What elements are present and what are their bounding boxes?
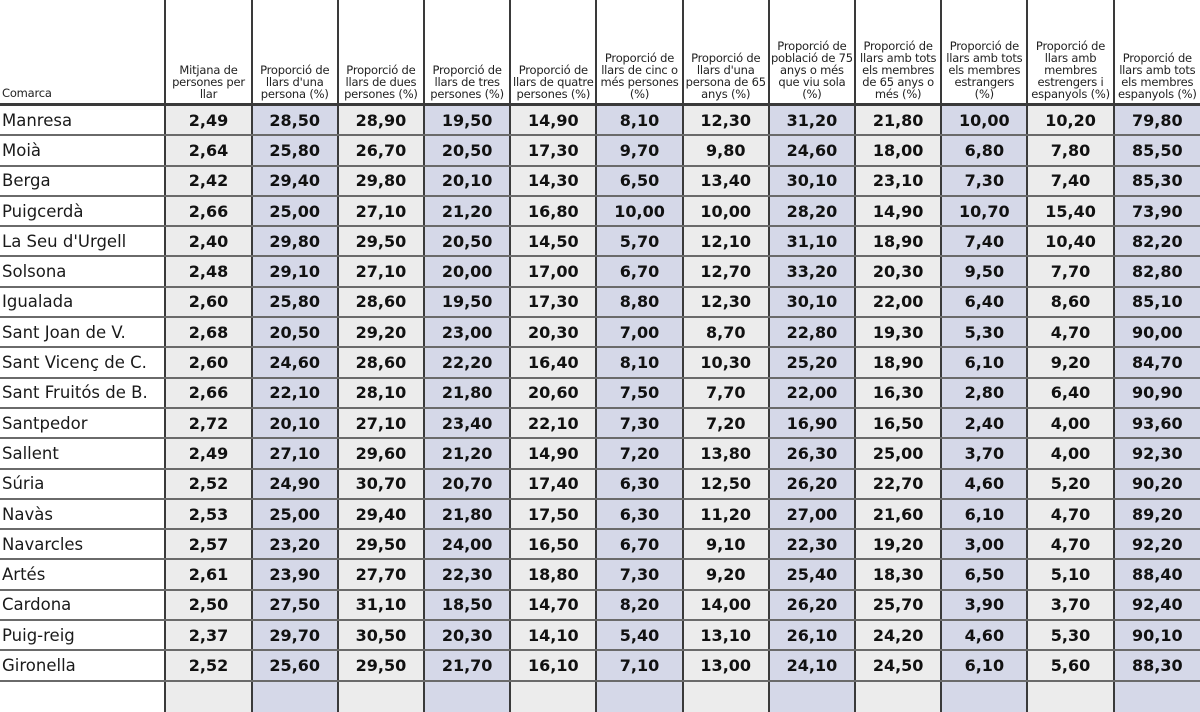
value-cell: 5,40: [596, 620, 682, 650]
value-cell: 26,20: [769, 590, 855, 620]
value-cell: 20,50: [424, 226, 510, 256]
value-cell: 6,50: [941, 559, 1027, 589]
value-cell: 31,20: [769, 105, 855, 136]
value-cell: 6,70: [596, 529, 682, 559]
value-cell: 5,10: [1027, 559, 1113, 589]
empty-cell: [338, 681, 424, 712]
value-cell: 21,70: [424, 650, 510, 680]
value-cell: 27,10: [338, 408, 424, 438]
value-cell: 17,50: [510, 499, 596, 529]
value-cell: 3,90: [941, 590, 1027, 620]
value-cell: 20,10: [252, 408, 338, 438]
value-cell: 4,00: [1027, 438, 1113, 468]
comarca-name-cell: Berga: [0, 166, 165, 196]
value-cell: 31,10: [338, 590, 424, 620]
value-cell: 30,10: [769, 287, 855, 317]
column-header-10: Proporció de llars amb tots els membres estrangers (%): [941, 0, 1027, 105]
empty-cell: [596, 681, 682, 712]
value-cell: 73,90: [1114, 196, 1200, 226]
value-cell: 9,20: [683, 559, 769, 589]
value-cell: 3,70: [1027, 590, 1113, 620]
value-cell: 22,10: [252, 378, 338, 408]
value-cell: 25,00: [252, 196, 338, 226]
value-cell: 2,52: [165, 469, 251, 499]
value-cell: 8,80: [596, 287, 682, 317]
empty-cell: [510, 681, 596, 712]
value-cell: 28,60: [338, 287, 424, 317]
value-cell: 8,20: [596, 590, 682, 620]
value-cell: 23,20: [252, 529, 338, 559]
column-header-1: Mitjana de persones per llar: [165, 0, 251, 105]
value-cell: 7,80: [1027, 135, 1113, 165]
value-cell: 9,10: [683, 529, 769, 559]
table-row: [0, 559, 1200, 589]
table-row: [0, 438, 1200, 468]
value-cell: 28,20: [769, 196, 855, 226]
value-cell: 16,40: [510, 347, 596, 377]
value-cell: 29,40: [252, 166, 338, 196]
value-cell: 2,49: [165, 105, 251, 136]
value-cell: 9,50: [941, 256, 1027, 286]
value-cell: 21,80: [424, 499, 510, 529]
value-cell: 23,10: [855, 166, 941, 196]
value-cell: 4,70: [1027, 529, 1113, 559]
value-cell: 25,80: [252, 287, 338, 317]
comarca-name-cell: Manresa: [0, 105, 165, 136]
value-cell: 22,30: [424, 559, 510, 589]
value-cell: 2,66: [165, 196, 251, 226]
value-cell: 21,20: [424, 196, 510, 226]
value-cell: 27,50: [252, 590, 338, 620]
value-cell: 20,30: [424, 620, 510, 650]
value-cell: 10,20: [1027, 105, 1113, 136]
value-cell: 10,70: [941, 196, 1027, 226]
value-cell: 7,40: [1027, 166, 1113, 196]
value-cell: 13,40: [683, 166, 769, 196]
value-cell: 24,60: [769, 135, 855, 165]
value-cell: 17,30: [510, 287, 596, 317]
value-cell: 19,50: [424, 105, 510, 136]
value-cell: 12,70: [683, 256, 769, 286]
comarca-name-cell: Sant Vicenç de C.: [0, 347, 165, 377]
value-cell: 22,70: [855, 469, 941, 499]
value-cell: 2,61: [165, 559, 251, 589]
value-cell: 2,60: [165, 347, 251, 377]
value-cell: 17,00: [510, 256, 596, 286]
value-cell: 6,10: [941, 347, 1027, 377]
value-cell: 7,70: [683, 378, 769, 408]
value-cell: 13,00: [683, 650, 769, 680]
value-cell: 7,30: [941, 166, 1027, 196]
value-cell: 2,66: [165, 378, 251, 408]
value-cell: 21,60: [855, 499, 941, 529]
value-cell: 12,10: [683, 226, 769, 256]
value-cell: 6,70: [596, 256, 682, 286]
value-cell: 22,20: [424, 347, 510, 377]
value-cell: 25,60: [252, 650, 338, 680]
value-cell: 13,80: [683, 438, 769, 468]
column-header-12: Proporció de llars amb tots els membres espanyols (%): [1114, 0, 1200, 105]
value-cell: 24,50: [855, 650, 941, 680]
value-cell: 8,60: [1027, 287, 1113, 317]
value-cell: 22,10: [510, 408, 596, 438]
value-cell: 14,50: [510, 226, 596, 256]
value-cell: 16,30: [855, 378, 941, 408]
comarca-name-cell: Santpedor: [0, 408, 165, 438]
value-cell: 2,53: [165, 499, 251, 529]
comarca-name-cell: Navàs: [0, 499, 165, 529]
value-cell: 2,49: [165, 438, 251, 468]
comarca-name-cell: Gironella: [0, 650, 165, 680]
empty-cell: [1027, 681, 1113, 712]
value-cell: 16,90: [769, 408, 855, 438]
table-row: [0, 650, 1200, 680]
value-cell: 84,70: [1114, 347, 1200, 377]
table-row: [0, 590, 1200, 620]
value-cell: 5,20: [1027, 469, 1113, 499]
column-header-9: Proporció de llars amb tots els membres de 65 anys o més (%): [855, 0, 941, 105]
value-cell: 29,20: [338, 317, 424, 347]
value-cell: 17,30: [510, 135, 596, 165]
value-cell: 79,80: [1114, 105, 1200, 136]
value-cell: 2,80: [941, 378, 1027, 408]
value-cell: 18,50: [424, 590, 510, 620]
value-cell: 10,00: [596, 196, 682, 226]
value-cell: 2,42: [165, 166, 251, 196]
empty-cell: [769, 681, 855, 712]
value-cell: 6,50: [596, 166, 682, 196]
value-cell: 12,30: [683, 105, 769, 136]
value-cell: 92,40: [1114, 590, 1200, 620]
value-cell: 88,30: [1114, 650, 1200, 680]
table-row: [0, 408, 1200, 438]
value-cell: 22,00: [855, 287, 941, 317]
column-header-5: Proporció de llars de quatre persones (%): [510, 0, 596, 105]
value-cell: 16,50: [510, 529, 596, 559]
value-cell: 18,90: [855, 226, 941, 256]
table-row: [0, 378, 1200, 408]
value-cell: 5,70: [596, 226, 682, 256]
table-row: [0, 166, 1200, 196]
value-cell: 20,30: [855, 256, 941, 286]
table-row: [0, 347, 1200, 377]
value-cell: 24,20: [855, 620, 941, 650]
value-cell: 9,20: [1027, 347, 1113, 377]
value-cell: 29,50: [338, 529, 424, 559]
value-cell: 21,80: [424, 378, 510, 408]
value-cell: 6,30: [596, 469, 682, 499]
value-cell: 27,10: [252, 438, 338, 468]
comarca-name-cell: Sallent: [0, 438, 165, 468]
value-cell: 16,10: [510, 650, 596, 680]
value-cell: 2,68: [165, 317, 251, 347]
value-cell: 14,30: [510, 166, 596, 196]
value-cell: 6,40: [941, 287, 1027, 317]
value-cell: 2,60: [165, 287, 251, 317]
column-header-3: Proporció de llars de dues persones (%): [338, 0, 424, 105]
value-cell: 6,30: [596, 499, 682, 529]
value-cell: 29,50: [338, 650, 424, 680]
value-cell: 85,30: [1114, 166, 1200, 196]
value-cell: 24,10: [769, 650, 855, 680]
value-cell: 15,40: [1027, 196, 1113, 226]
column-header-4: Proporció de llars de tres persones (%): [424, 0, 510, 105]
value-cell: 4,00: [1027, 408, 1113, 438]
value-cell: 23,40: [424, 408, 510, 438]
value-cell: 25,20: [769, 347, 855, 377]
header-row: [0, 0, 1200, 105]
value-cell: 7,20: [596, 438, 682, 468]
value-cell: 85,50: [1114, 135, 1200, 165]
value-cell: 20,50: [424, 135, 510, 165]
value-cell: 28,50: [252, 105, 338, 136]
value-cell: 22,80: [769, 317, 855, 347]
comarca-name-cell: Súria: [0, 469, 165, 499]
value-cell: 16,50: [855, 408, 941, 438]
value-cell: 12,30: [683, 287, 769, 317]
table-row: [0, 469, 1200, 499]
value-cell: 21,20: [424, 438, 510, 468]
value-cell: 26,30: [769, 438, 855, 468]
value-cell: 26,10: [769, 620, 855, 650]
value-cell: 82,20: [1114, 226, 1200, 256]
value-cell: 25,00: [252, 499, 338, 529]
value-cell: 14,70: [510, 590, 596, 620]
table-row: [0, 620, 1200, 650]
empty-cell: [424, 681, 510, 712]
column-header-11: Proporció de llars amb membres estrengers i espanyols (%): [1027, 0, 1113, 105]
value-cell: 31,10: [769, 226, 855, 256]
empty-cell: [855, 681, 941, 712]
value-cell: 14,00: [683, 590, 769, 620]
value-cell: 18,30: [855, 559, 941, 589]
value-cell: 29,40: [338, 499, 424, 529]
value-cell: 7,00: [596, 317, 682, 347]
value-cell: 6,10: [941, 499, 1027, 529]
value-cell: 24,60: [252, 347, 338, 377]
value-cell: 27,70: [338, 559, 424, 589]
table-row: [0, 529, 1200, 559]
column-header-comarca: Comarca: [0, 0, 165, 105]
value-cell: 14,10: [510, 620, 596, 650]
comarca-name-cell: La Seu d'Urgell: [0, 226, 165, 256]
value-cell: 3,00: [941, 529, 1027, 559]
table-row: [0, 256, 1200, 286]
comarca-name-cell: Igualada: [0, 287, 165, 317]
value-cell: 5,30: [1027, 620, 1113, 650]
value-cell: 29,70: [252, 620, 338, 650]
value-cell: 27,10: [338, 196, 424, 226]
comarca-name-cell: Moià: [0, 135, 165, 165]
table-row: [0, 226, 1200, 256]
value-cell: 2,37: [165, 620, 251, 650]
value-cell: 2,50: [165, 590, 251, 620]
value-cell: 89,20: [1114, 499, 1200, 529]
empty-cell: [1114, 681, 1200, 712]
value-cell: 6,10: [941, 650, 1027, 680]
column-header-7: Proporció de llars d'una persona de 65 anys (%): [683, 0, 769, 105]
value-cell: 85,10: [1114, 287, 1200, 317]
value-cell: 30,70: [338, 469, 424, 499]
value-cell: 29,10: [252, 256, 338, 286]
table-row: [0, 135, 1200, 165]
value-cell: 7,50: [596, 378, 682, 408]
empty-cell: [0, 681, 165, 712]
value-cell: 20,30: [510, 317, 596, 347]
value-cell: 18,00: [855, 135, 941, 165]
value-cell: 21,80: [855, 105, 941, 136]
table-body: [0, 105, 1200, 712]
value-cell: 14,90: [855, 196, 941, 226]
value-cell: 20,10: [424, 166, 510, 196]
comarca-name-cell: Sant Joan de V.: [0, 317, 165, 347]
value-cell: 20,00: [424, 256, 510, 286]
value-cell: 26,20: [769, 469, 855, 499]
value-cell: 90,90: [1114, 378, 1200, 408]
column-header-8: Proporció de població de 75 anys o més que viu sola (%): [769, 0, 855, 105]
value-cell: 4,70: [1027, 317, 1113, 347]
value-cell: 20,60: [510, 378, 596, 408]
value-cell: 7,30: [596, 559, 682, 589]
value-cell: 11,20: [683, 499, 769, 529]
comarca-name-cell: Solsona: [0, 256, 165, 286]
value-cell: 6,40: [1027, 378, 1113, 408]
value-cell: 4,60: [941, 620, 1027, 650]
value-cell: 9,70: [596, 135, 682, 165]
value-cell: 14,90: [510, 438, 596, 468]
empty-cell: [252, 681, 338, 712]
value-cell: 18,90: [855, 347, 941, 377]
value-cell: 12,50: [683, 469, 769, 499]
value-cell: 33,20: [769, 256, 855, 286]
comarca-name-cell: Sant Fruitós de B.: [0, 378, 165, 408]
value-cell: 2,52: [165, 650, 251, 680]
value-cell: 5,60: [1027, 650, 1113, 680]
value-cell: 28,10: [338, 378, 424, 408]
value-cell: 25,40: [769, 559, 855, 589]
value-cell: 6,80: [941, 135, 1027, 165]
value-cell: 29,60: [338, 438, 424, 468]
value-cell: 17,40: [510, 469, 596, 499]
table-row: [0, 287, 1200, 317]
value-cell: 24,90: [252, 469, 338, 499]
value-cell: 7,40: [941, 226, 1027, 256]
value-cell: 29,80: [252, 226, 338, 256]
value-cell: 20,70: [424, 469, 510, 499]
value-cell: 7,30: [596, 408, 682, 438]
value-cell: 27,00: [769, 499, 855, 529]
value-cell: 2,40: [941, 408, 1027, 438]
value-cell: 5,30: [941, 317, 1027, 347]
empty-cell: [683, 681, 769, 712]
value-cell: 2,48: [165, 256, 251, 286]
value-cell: 82,80: [1114, 256, 1200, 286]
table-row: [0, 105, 1200, 136]
value-cell: 2,40: [165, 226, 251, 256]
value-cell: 90,20: [1114, 469, 1200, 499]
value-cell: 27,10: [338, 256, 424, 286]
value-cell: 10,00: [941, 105, 1027, 136]
value-cell: 16,80: [510, 196, 596, 226]
value-cell: 26,70: [338, 135, 424, 165]
value-cell: 10,00: [683, 196, 769, 226]
value-cell: 30,50: [338, 620, 424, 650]
comarca-name-cell: Artés: [0, 559, 165, 589]
value-cell: 3,70: [941, 438, 1027, 468]
comarca-name-cell: Navarcles: [0, 529, 165, 559]
value-cell: 23,90: [252, 559, 338, 589]
value-cell: 29,50: [338, 226, 424, 256]
comarca-name-cell: Puigcerdà: [0, 196, 165, 226]
value-cell: 22,30: [769, 529, 855, 559]
column-header-2: Proporció de llars d'una persona (%): [252, 0, 338, 105]
value-cell: 8,10: [596, 347, 682, 377]
value-cell: 4,60: [941, 469, 1027, 499]
empty-cell: [941, 681, 1027, 712]
value-cell: 9,80: [683, 135, 769, 165]
table-row: [0, 196, 1200, 226]
value-cell: 10,40: [1027, 226, 1113, 256]
value-cell: 2,64: [165, 135, 251, 165]
value-cell: 8,70: [683, 317, 769, 347]
value-cell: 2,57: [165, 529, 251, 559]
value-cell: 14,90: [510, 105, 596, 136]
value-cell: 10,30: [683, 347, 769, 377]
value-cell: 8,10: [596, 105, 682, 136]
value-cell: 92,20: [1114, 529, 1200, 559]
value-cell: 28,90: [338, 105, 424, 136]
value-cell: 28,60: [338, 347, 424, 377]
value-cell: 7,70: [1027, 256, 1113, 286]
value-cell: 90,10: [1114, 620, 1200, 650]
table-row: [0, 317, 1200, 347]
value-cell: 25,00: [855, 438, 941, 468]
value-cell: 4,70: [1027, 499, 1113, 529]
value-cell: 24,00: [424, 529, 510, 559]
column-header-6: Proporció de llars de cinc o més persones (%): [596, 0, 682, 105]
value-cell: 20,50: [252, 317, 338, 347]
empty-cell: [165, 681, 251, 712]
value-cell: 88,40: [1114, 559, 1200, 589]
comarca-name-cell: Puig-reig: [0, 620, 165, 650]
empty-filler-row: [0, 681, 1200, 712]
value-cell: 23,00: [424, 317, 510, 347]
value-cell: 22,00: [769, 378, 855, 408]
value-cell: 93,60: [1114, 408, 1200, 438]
value-cell: 30,10: [769, 166, 855, 196]
value-cell: 92,30: [1114, 438, 1200, 468]
value-cell: 7,10: [596, 650, 682, 680]
value-cell: 7,20: [683, 408, 769, 438]
value-cell: 13,10: [683, 620, 769, 650]
value-cell: 18,80: [510, 559, 596, 589]
value-cell: 25,70: [855, 590, 941, 620]
value-cell: 25,80: [252, 135, 338, 165]
value-cell: 19,30: [855, 317, 941, 347]
value-cell: 90,00: [1114, 317, 1200, 347]
table-row: [0, 499, 1200, 529]
value-cell: 2,72: [165, 408, 251, 438]
comarca-name-cell: Cardona: [0, 590, 165, 620]
value-cell: 19,20: [855, 529, 941, 559]
value-cell: 19,50: [424, 287, 510, 317]
value-cell: 29,80: [338, 166, 424, 196]
